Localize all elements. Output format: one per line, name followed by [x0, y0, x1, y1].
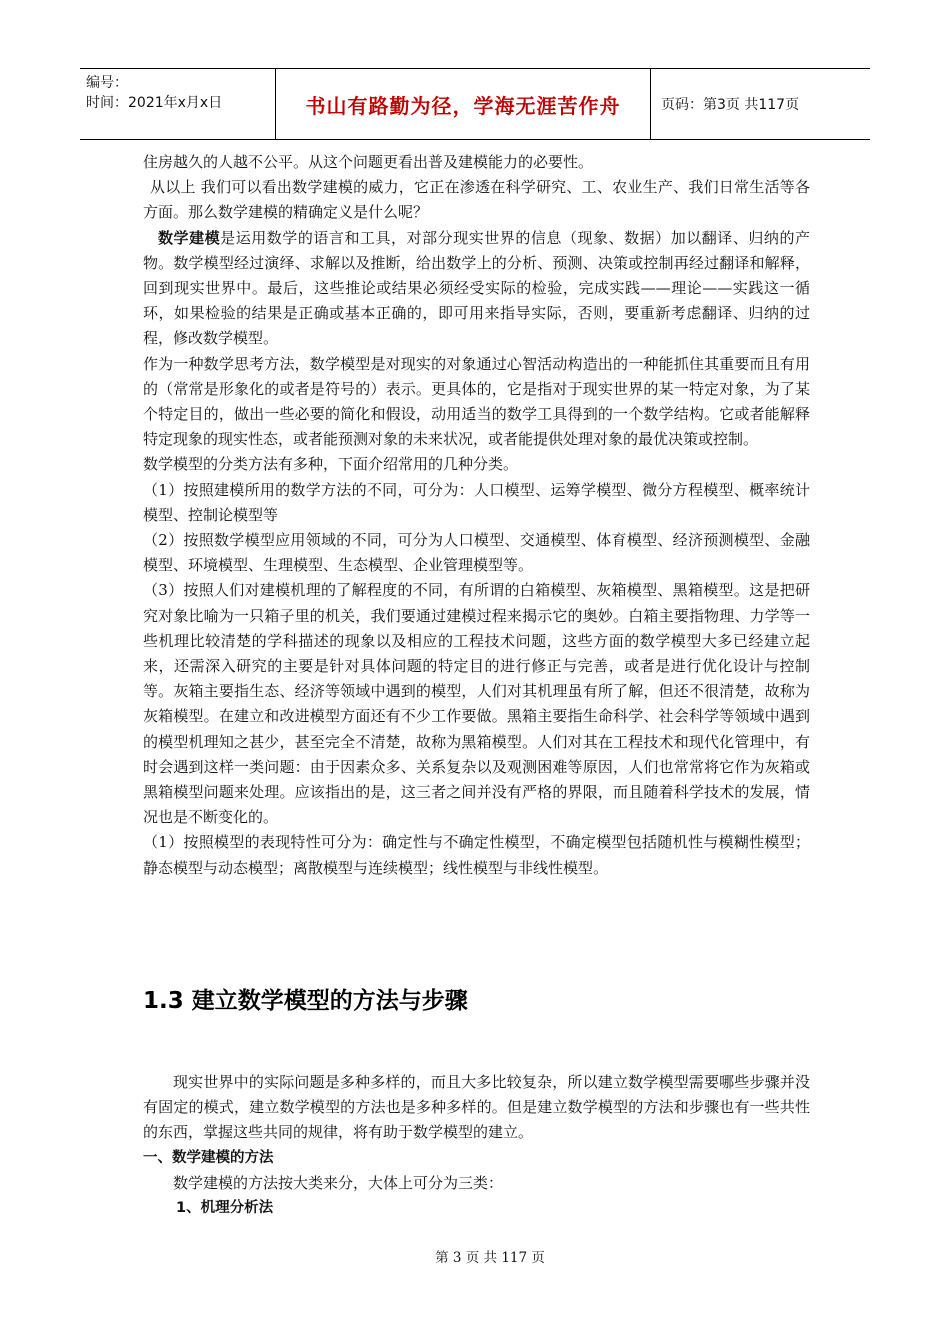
paragraph: 从以上 我们可以看出数学建模的威力，它正在渗透在科学研究、工、农业生产、我们日常生活等各方面。那么数学建模的精确定义是什么呢？ — [143, 178, 810, 222]
section-body — [143, 1070, 810, 1221]
page-header — [80, 68, 870, 140]
subsection-heading: 1、机理分析法 — [176, 1200, 274, 1217]
document-time-label: 时间：2021年x月x日 — [86, 95, 223, 111]
subsection-heading: 一、数学建模的方法 — [143, 1149, 274, 1166]
header-page-info: 页码：第3页 共117页 — [661, 97, 800, 113]
paragraph: 住房越久的人越不公平。从这个问题更看出普及建模能力的必要性。 — [143, 153, 594, 171]
definition-paragraph — [143, 226, 810, 352]
header-meta — [80, 69, 276, 139]
classification-item: （2）按照数学模型应用领域的不同，可分为人口模型、交通模型、体育模型、经济预测模型、金融模型、环境模型、生理模型、生态模型、企业管理模型等。 — [143, 531, 810, 575]
paragraph: 数学建模的方法按大类来分，大体上可分为三类： — [173, 1173, 504, 1192]
defined-term: 数学建模 — [158, 228, 221, 247]
section-heading: 1.3 建立数学模型的方法与步骤 — [143, 988, 468, 1014]
paragraph: 现实世界中的实际问题是多种多样的，而且大多比较复杂，所以建立数学模型需要哪些步骤并没有固定的模式，建立数学模型的方法也是多种多样的。但是建立数学模型的方法和步骤也有一些共性的东西，掌握这些共同的规律，将有助于数学模型的建立。 — [143, 1073, 810, 1142]
document-number-label: 编号： — [86, 75, 128, 91]
paragraph: 作为一种数学思考方法，数学模型是对现实的对象通过心智活动构造出的一种能抓住其重要而且有用的（常常是形象化的或者是符号的）表示。更具体的，它是指对于现实世界的某一特定对象，为了某个特定目的，做出一些必要的简化和假设，动用适当的数学工具得到的一个数学结构。它或者能解释特定现象的现实性态，或者能预测对象的未来状况，或者能提供处理对象的最优决策或控制。 — [143, 354, 810, 449]
page-footer: 第 3 页 共 117 页 — [435, 1250, 545, 1266]
classification-item: （3）按照人们对建模机理的了解程度的不同，有所谓的白箱模型、灰箱模型、黑箱模型。这是把研究对象比喻为一只箱子里的机关，我们要通过建模过程来揭示它的奥妙。白箱主要指物理、力学等一些机理比较清楚的学科描述的现象以及相应的工程技术问题，这些方面的数学模型大多已经建立起来，还需深入研究的主要是针对具体问题的特定目的进行修正与完善，或者是进行优化设计与控制等。灰箱主要指生态、经济等领域中遇到的模型，人们对其机理虽有所了解，但还不很清楚，故称为灰箱模型。在建立和改进模型方面还有不少工作要做。黑箱主要指生命科学、社会科学等领域中遇到的模型机理知之甚少，甚至完全不清楚，故称为黑箱模型。人们对其在工程技术和现代化管理中，有时会遇到这样一类问题：由于因素众多、关系复杂以及观测困难等原因，人们也常常将它作为灰箱或黑箱模型问题来处理。应该指出的是，这三者之间并没有严格的界限，而且随着科学技术的发展，情况也是不断变化的。 — [143, 581, 810, 827]
classification-item: （1）按照模型的表现特性可分为：确定性与不确定性模型，不确定模型包括随机性与模糊性模型；静态模型与动态模型；离散模型与连续模型；线性模型与非线性模型。 — [143, 833, 810, 877]
header-motto-cell — [276, 69, 651, 139]
body-text — [143, 150, 810, 881]
paragraph: 数学模型的分类方法有多种，下面介绍常用的几种分类。 — [143, 455, 519, 474]
header-motto: 书山有路勤为径，学海无涯苦作舟 — [305, 93, 621, 118]
definition-text: 是运用数学的语言和工具，对部分现实世界的信息（现象、数据）加以翻译、归纳的产物。数学模型经过演绎、求解以及推断，给出数学上的分析、预测、决策或控制再经过翻译和解释，回到现实世界中。最后，这些推论或结果必须经受实际的检验，完成实践——理论——实践这一循环，如果检验的结果是正确或基本正确的，即可用来指导实际，否则，要重新考虑翻译、归纳的过程，修改数学模型。 — [143, 228, 810, 348]
classification-item: （1）按照建模所用的数学方法的不同，可分为：人口模型、运筹学模型、微分方程模型、概率统计模型、控制论模型等 — [143, 480, 810, 524]
